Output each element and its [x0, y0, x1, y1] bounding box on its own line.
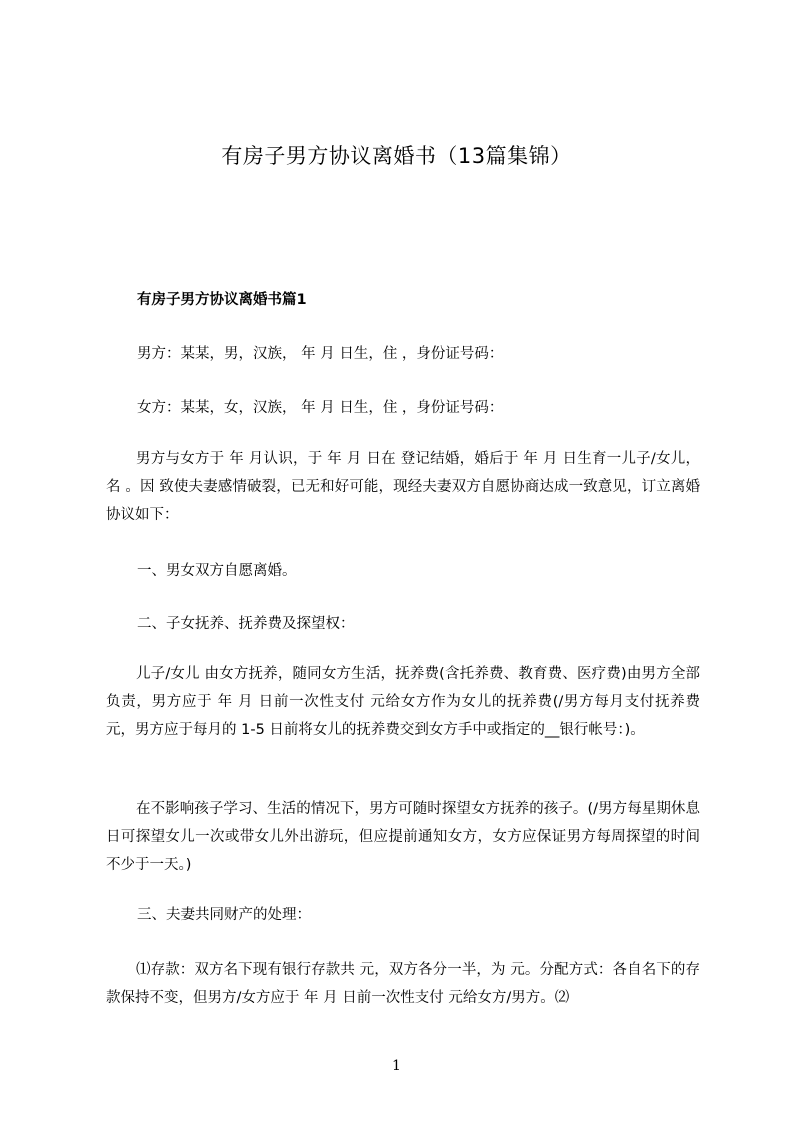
custody-paragraph: 儿子/女儿 由女方抚养，随同女方生活，抚养费(含托养费、教育费、医疗费)由男方全部负责，男方应于 年 月 日前一次性支付 元给女方作为女儿的抚养费(/男方每月支付抚养费 元，男方应于每月的 1-5 日前将女儿的抚养费交到女方手中或指定的__银行帐号：)。	[106, 666, 700, 738]
deposits-paragraph: ⑴存款：双方名下现有银行存款共 元，双方各分一半，为 元。分配方式：各自名下的存款保持不变，但男方/女方应于 年 月 日前一次性支付 元给女方/男方。⑵	[106, 962, 700, 1006]
male-party-line: 男方：某某，男，汉族， 年 月 日生，住 ，身份证号码：	[137, 346, 504, 362]
background-paragraph: 男方与女方于 年 月认识，于 年 月 日在 登记结婚，婚后于 年 月 日生育一儿子/女儿，名 。因 致使夫妻感情破裂，已无和好可能，现经夫妻双方自愿协商达成一致意见，订立离婚协议如下：	[106, 451, 700, 523]
clause-three-heading: 三、夫妻共同财产的处理：	[137, 907, 311, 923]
section-heading: 有房子男方协议离婚书篇1	[137, 292, 307, 308]
female-party-line: 女方：某某，女，汉族， 年 月 日生，住 ，身份证号码：	[137, 400, 504, 416]
document-title: 有房子男方协议离婚书（13篇集锦）	[221, 144, 572, 168]
clause-one: 一、男女双方自愿离婚。	[137, 563, 297, 579]
visitation-paragraph: 在不影响孩子学习、生活的情况下，男方可随时探望女方抚养的孩子。(/男方每星期休息日可探望女儿一次或带女儿外出游玩，但应提前通知女方，女方应保证男方每周探望的时间不少于一天。)	[106, 801, 700, 873]
page-number: 1	[392, 1058, 401, 1074]
clause-two-heading: 二、子女抚养、抚养费及探望权：	[137, 616, 355, 632]
